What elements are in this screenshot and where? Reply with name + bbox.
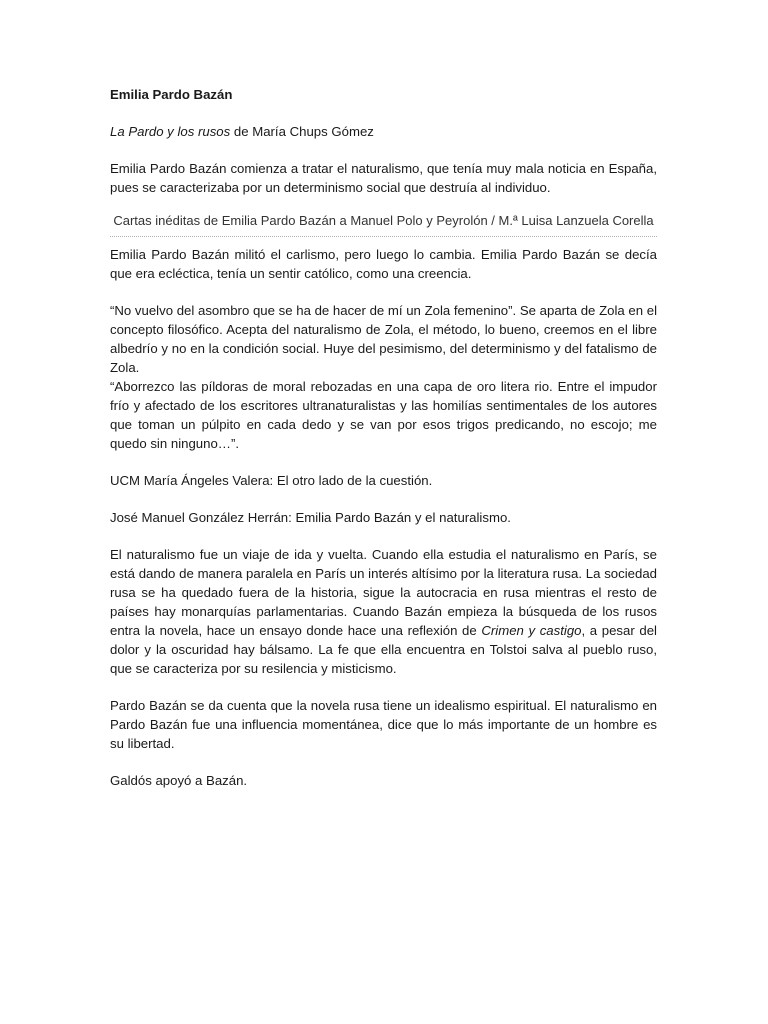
- book-caption: Cartas inéditas de Emilia Pardo Bazán a Manuel Polo y Peyrolón / M.ª Luisa Lanzuela Corella: [110, 211, 657, 237]
- paragraph-2: Emilia Pardo Bazán militó el carlismo, pero luego lo cambia. Emilia Pardo Bazán se decía que era ecléctica, tenía un sentir católico, como una creencia.: [110, 247, 657, 281]
- paragraph-7: [110, 545, 657, 678]
- paragraph-8: Pardo Bazán se da cuenta que la novela rusa tiene un idealismo espiritual. El naturalismo en Pardo Bazán fue una influencia momentánea, dice que lo más importante de un hombre es su libertad.: [110, 698, 657, 751]
- paragraph-7-after: , a pesar del dolor y la oscuridad hay bálsamo. La fe que ella encuentra en Tolstoi salva al pueblo ruso, que se caracteriza por su resilencia y misticismo.: [110, 623, 657, 676]
- document-title: Emilia Pardo Bazán: [110, 87, 233, 102]
- paragraph-7-italic: Crimen y castigo: [481, 623, 582, 638]
- document-subtitle: [110, 122, 657, 141]
- document-page: [110, 85, 657, 808]
- paragraph-6: José Manuel González Herrán: Emilia Pardo Bazán y el naturalismo.: [110, 510, 511, 525]
- subtitle-rest: de María Chups Gómez: [230, 124, 374, 139]
- subtitle-italic: La Pardo y los rusos: [110, 124, 231, 139]
- paragraph-7-before: El naturalismo fue un viaje de ida y vuelta. Cuando ella estudia el naturalismo en París, se está dando de manera paralela en París un interés altísimo por la literatura rusa. La sociedad rusa se ha quedado fuera de la historia, sigue la autocracia en rusa mientras el resto de países hay monarquías parlamentarias. Cuando Bazán empieza la búsqueda de los rusos entra la novela, hace un ensayo donde hace una reflexión de: [110, 547, 657, 638]
- paragraph-1: Emilia Pardo Bazán comienza a tratar el naturalismo, que tenía muy mala noticia en España, pues se caracterizaba por un determinismo social que destruía al individuo.: [110, 161, 657, 195]
- paragraph-4: “Aborrezco las píldoras de moral rebozadas en una capa de oro litera rio. Entre el impudor frío y afectado de los escritores ultranaturalistas y las homilías sentimentales de los autores que toman un púlpito en cada dedo y se van por esos trigos predicando, no escojo; me quedo sin ninguno…”.: [110, 379, 657, 451]
- paragraph-9: Galdós apoyó a Bazán.: [110, 773, 248, 788]
- paragraph-3: “No vuelvo del asombro que se ha de hacer de mí un Zola femenino”. Se aparta de Zola en el concepto filosófico. Acepta del naturalismo de Zola, el método, lo bueno, creemos en el libre albedrío y no en la condición social. Huye del pesimismo, del determinismo y del fatalismo de Zola.: [110, 303, 657, 375]
- paragraph-5: UCM María Ángeles Valera: El otro lado de la cuestión.: [110, 473, 433, 488]
